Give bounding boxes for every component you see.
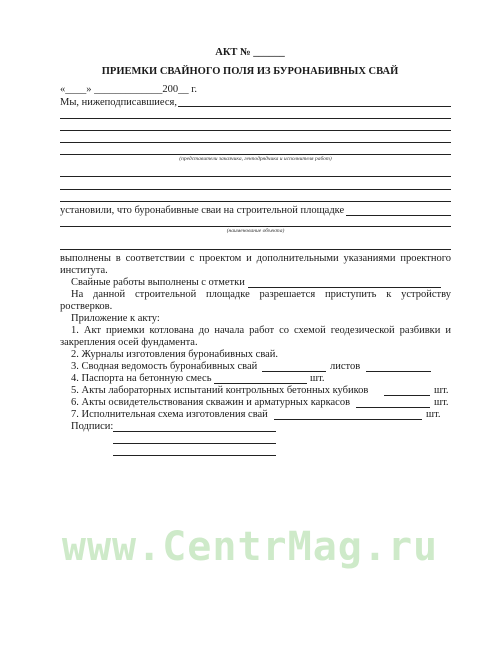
- object-field-line: [346, 215, 451, 216]
- appendix-item-7-unit: шт.: [426, 409, 441, 420]
- appendix-item-4-field: [214, 383, 307, 384]
- caption-object: (наименование объекта): [226, 228, 285, 234]
- established-text: установили, что буронабивные сваи на строительной площадке: [60, 205, 345, 216]
- blank-line: [60, 130, 451, 131]
- appendix-item-5-unit: шт.: [434, 385, 449, 396]
- appendix-item-7-field: [274, 419, 422, 420]
- appendix-item-3-field2: [366, 371, 431, 372]
- permission-text-cont: ростверков.: [60, 301, 113, 312]
- blank-line: [60, 249, 451, 250]
- deviations-text: Свайные работы выполнены с отметки: [71, 277, 245, 288]
- blank-line: [60, 154, 451, 155]
- appendix-item-3-label: 3. Сводная ведомость буронабивных свай: [71, 361, 258, 372]
- act-title: АКТ № ______: [215, 47, 285, 58]
- appendix-title: Приложение к акту:: [71, 313, 160, 324]
- signatures-label: Подписи:: [71, 421, 114, 432]
- performed-text: выполнены в соответствии с проектом и дополнительными указаниями проектного: [60, 253, 451, 264]
- blank-line: [60, 189, 451, 190]
- appendix-item-5-field: [384, 395, 430, 396]
- appendix-item-7-label: 7. Исполнительная схема изготовления свай: [71, 409, 268, 420]
- signatories-field-line: [178, 106, 451, 107]
- appendix-item-6-field: [356, 407, 430, 408]
- signature-line: [113, 431, 276, 432]
- appendix-item-6-unit: шт.: [434, 397, 449, 408]
- permission-text: На данной строительной площадке разрешается приступить к устройству: [71, 289, 451, 300]
- performed-text-cont: института.: [60, 265, 108, 276]
- blank-line: [60, 226, 451, 227]
- date-line: «____» _____________200__ г.: [60, 84, 197, 95]
- appendix-item-6-label: 6. Акты освидетельствования скважин и арматурных каркасов: [71, 397, 351, 408]
- appendix-item-3-field: [262, 371, 326, 372]
- caption-representatives: (представители заказчика, генподрядчика и исполнителя работ): [179, 156, 332, 162]
- appendix-item-5-label: 5. Акты лабораторных испытаний контрольных бетонных кубиков: [71, 385, 369, 396]
- signature-line: [113, 455, 276, 456]
- appendix-item-1-cont: закрепления осей фундамента.: [60, 337, 198, 348]
- appendix-item-4-unit: шт.: [310, 373, 325, 384]
- appendix-item-3-unit: листов: [330, 361, 361, 372]
- blank-line: [60, 201, 451, 202]
- appendix-item-1: 1. Акт приемки котлована до начала работ со схемой геодезической разбивки и: [71, 325, 451, 336]
- signature-line: [113, 443, 276, 444]
- deviations-field-line: [248, 287, 441, 288]
- watermark: www.CentrMag.ru: [61, 524, 439, 570]
- act-subtitle: ПРИЕМКИ СВАЙНОГО ПОЛЯ ИЗ БУРОНАБИВНЫХ СВАЙ: [101, 66, 399, 77]
- appendix-item-4-label: 4. Паспорта на бетонную смесь: [71, 373, 212, 384]
- blank-line: [60, 176, 451, 177]
- signatories-intro: Мы, нижеподписавшиеся,: [60, 97, 177, 108]
- blank-line: [60, 142, 451, 143]
- blank-line: [60, 118, 451, 119]
- appendix-item-2: 2. Журналы изготовления буронабивных свай.: [71, 349, 279, 360]
